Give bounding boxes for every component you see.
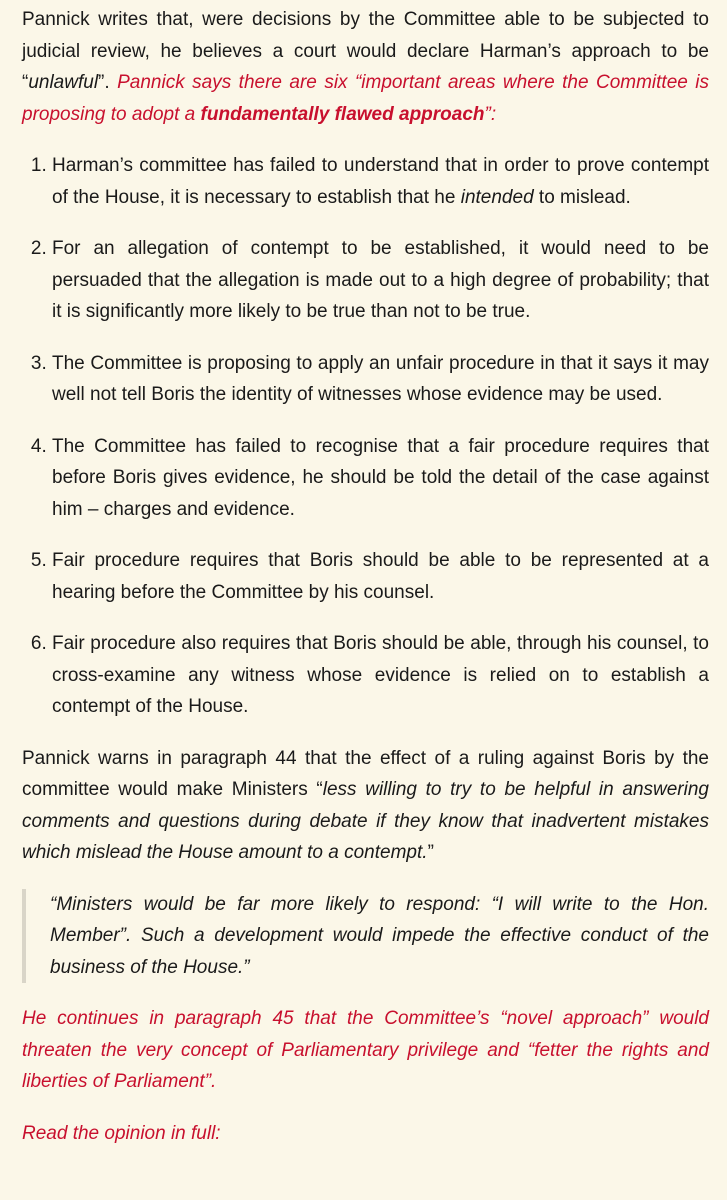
read-more-text: Read the opinion in full: xyxy=(22,1122,221,1144)
list-item: 6. Fair procedure also requires that Boris should be able, through his counsel, to cross-examine any witness whose evidence is relied on to establish a contempt of the House. xyxy=(52,628,709,723)
para44-text: Pannick warns in paragraph 44 that the effect of a ruling against Boris by the committee would make Ministers “ xyxy=(22,747,709,800)
list-item-text: to mislead. xyxy=(533,186,631,208)
list-item: 5. Fair procedure requires that Boris should be able to be represented at a hearing before the Committee by his counsel. xyxy=(52,545,709,608)
intro-red-1: Pannick says there are six “important areas where the Committee is proposing to adopt a xyxy=(22,72,710,125)
intro-red-strong: fundamentally flawed approach xyxy=(200,103,485,125)
intro-red-2: ”: xyxy=(484,103,497,125)
blockquote xyxy=(22,889,709,984)
intro-text-2: ”. xyxy=(98,72,118,93)
list-item: 4. The Committee has failed to recognise that a fair procedure requires that before Boris gives evidence, he should be told the detail of the case against him – charges and evidence. xyxy=(52,431,709,526)
intro-text-1: Pannick writes that, were decisions by the Committee able to be subjected to judicial review, he believes a court would declare Harman’s approach to be “ xyxy=(22,9,709,93)
flawed-areas-list xyxy=(22,150,709,723)
intro-paragraph xyxy=(22,4,709,130)
list-item xyxy=(52,150,709,213)
paragraph-45 xyxy=(22,1003,709,1098)
para44-emphasis: less willing to try to be helpful in answering comments and questions during debate if they know that inadvertent mistakes which mislead the House amount to a contempt. xyxy=(22,779,709,863)
list-item-emphasis: intended xyxy=(460,186,534,208)
para45-text: He continues in paragraph 45 that the Committee’s “novel approach” would threaten the very concept of Parliamentary privilege and “fetter the rights and liberties of Parliament”. xyxy=(22,1008,709,1092)
list-item: 3. The Committee is proposing to apply an unfair procedure in that it says it may well not tell Boris the identity of witnesses whose evidence may be used. xyxy=(52,348,709,411)
read-more xyxy=(22,1118,709,1150)
list-item-text: Harman’s committee has failed to understand that in order to prove contempt of the House, it is necessary to establish that he xyxy=(52,155,709,208)
intro-unlawful: unlawful xyxy=(28,72,99,93)
list-item: 2. For an allegation of contempt to be established, it would need to be persuaded that the allegation is made out to a high degree of probability; that it is significantly more likely to be true than not to be true. xyxy=(52,233,709,328)
quote-text: “Ministers would be far more likely to respond: “I will write to the Hon. Member”. Such a development would impede the effective conduct of the business of the House.” xyxy=(50,893,709,978)
paragraph-44 xyxy=(22,743,709,869)
para44-close: ” xyxy=(427,842,434,863)
